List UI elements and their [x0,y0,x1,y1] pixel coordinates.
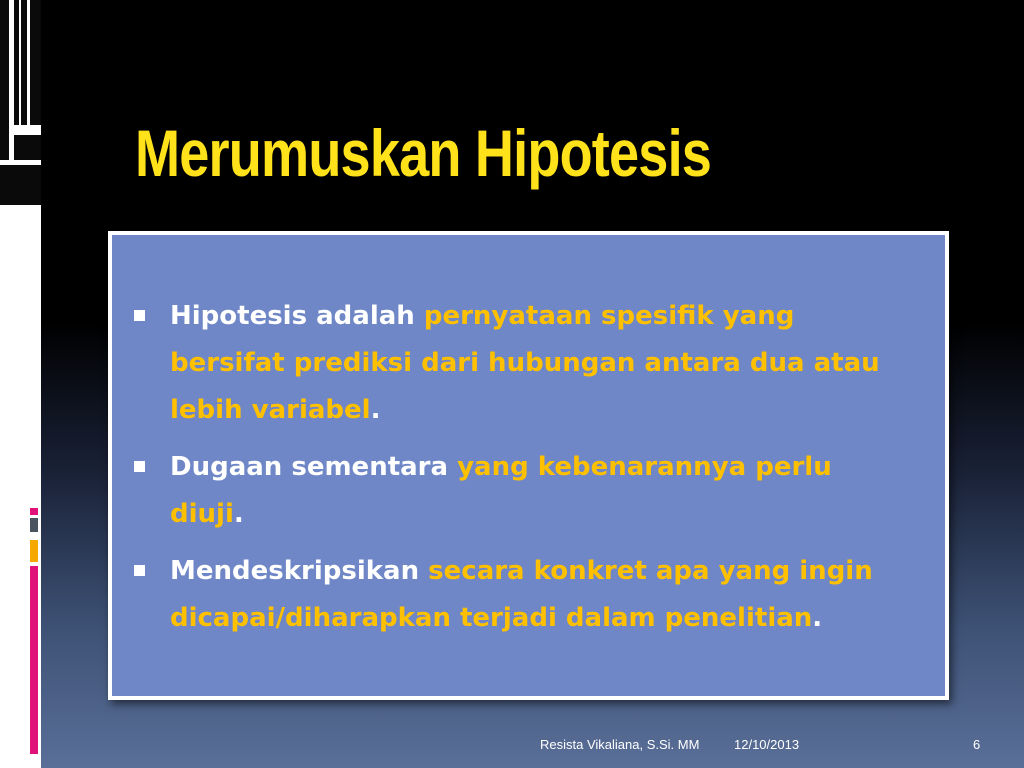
square-bullet-icon [134,310,145,321]
accent-bar-gray [30,518,38,532]
bullet-end: . [370,395,381,425]
bullet-item-2 [130,444,890,538]
deco-block-6 [0,165,41,205]
footer-date: 12/10/2013 [734,737,800,752]
bullet-item-3 [130,548,890,642]
slide-number: 6 [973,737,981,752]
accent-bar-orange [30,540,38,562]
deco-block-5 [14,135,41,160]
bullet-lead: Hipotesis adalah [170,301,415,331]
deco-block-3 [21,0,27,125]
square-bullet-icon [134,565,145,576]
content-box [108,231,949,700]
bullet-list [130,293,890,652]
footer-author: Resista Vikaliana, S.Si. MM [540,737,700,752]
left-decoration-strip [0,0,41,768]
accent-bar-pink-top [30,508,38,515]
accent-bar-pink-long [30,566,38,754]
slide-title: Merumuskan Hipotesis [135,116,712,190]
deco-block-4 [30,0,41,125]
deco-block-2 [14,0,19,125]
square-bullet-icon [134,461,145,472]
bullet-highlight: secara konkret apa yang ingin dicapai/diharapkan terjadi dalam penelitian [170,556,873,633]
bullet-end: . [233,499,244,529]
deco-block-1 [0,0,9,160]
bullet-item-1 [130,293,890,434]
bullet-highlight: yang kebenarannya perlu diuji [170,452,832,529]
bullet-end: . [812,603,823,633]
bullet-highlight: pernyataan spesifik yang bersifat prediksi dari hubungan antara dua atau lebih variabel [170,301,880,425]
bullet-lead: Dugaan sementara [170,452,449,482]
bullet-lead: Mendeskripsikan [170,556,420,586]
